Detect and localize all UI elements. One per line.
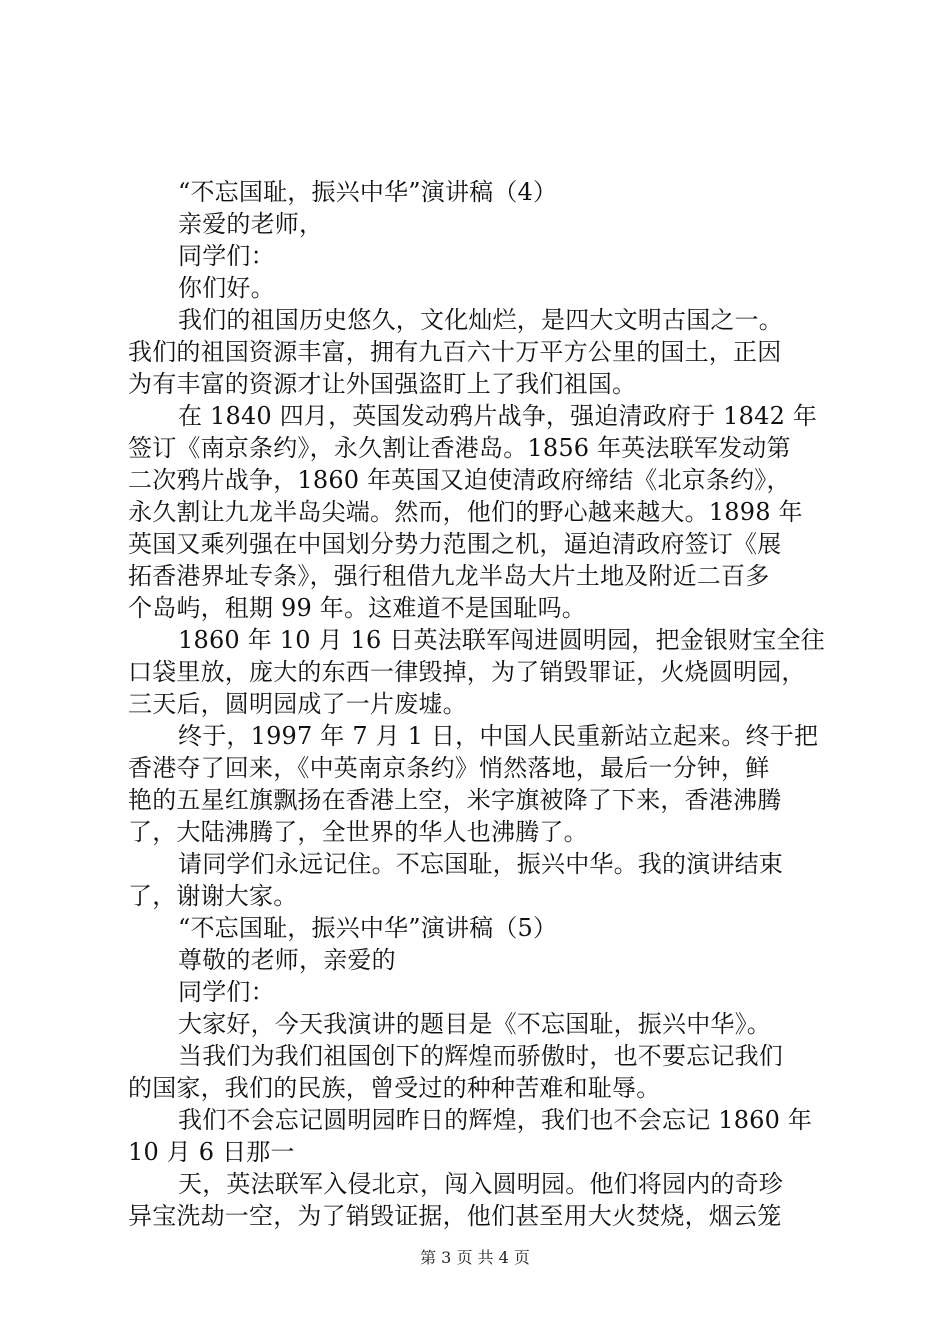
speech-title-4: “不忘国耻，振兴中华”演讲稿（4） (178, 178, 558, 206)
text-line: 终于，1997 年 7 月 1 日，中国人民重新站立起来。终于把 (178, 722, 819, 750)
text-line: 香港夺了回来，《中英南京条约》悄然落地，最后一分钟，鲜 (128, 754, 770, 782)
salutation-line: 同学们： (178, 242, 275, 270)
salutation-line: 亲爱的老师， (178, 210, 324, 238)
salutation-line: 同学们： (178, 978, 275, 1006)
text-line: 英国又乘列强在中国划分势力范围之机，逼迫清政府签订《展 (128, 530, 782, 558)
text-line: 异宝洗劫一空，为了销毁证据，他们甚至用大火焚烧，烟云笼 (128, 1202, 782, 1230)
text-line: 当我们为我们祖国创下的辉煌而骄傲时，也不要忘记我们 (178, 1042, 783, 1070)
text-line: 签订《南京条约》，永久割让香港岛。1856 年英法联军发动第 (128, 434, 791, 462)
page-footer: 第 3 页 共 4 页 (420, 1248, 530, 1267)
text-line: 我们不会忘记圆明园昨日的辉煌，我们也不会忘记 1860 年 (178, 1106, 813, 1134)
text-line: 口袋里放，庞大的东西一律毁掉，为了销毁罪证，火烧圆明园， (128, 658, 806, 686)
text-line: 在 1840 四月，英国发动鸦片战争，强迫清政府于 1842 年 (178, 402, 818, 430)
text-line: 我们的祖国历史悠久，文化灿烂，是四大文明古国之一。 (178, 306, 783, 334)
text-line: 艳的五星红旗飘扬在香港上空，米字旗被降了下来，香港沸腾 (128, 786, 782, 814)
speech-title-5: “不忘国耻，振兴中华”演讲稿（5） (178, 914, 558, 942)
text-line: 10 月 6 日那一 (128, 1138, 295, 1166)
text-line: 了，大陆沸腾了，全世界的华人也沸腾了。 (128, 818, 588, 846)
text-line: 我们的祖国资源丰富，拥有九百六十万平方公里的国土，正因 (128, 338, 782, 366)
text-line: 永久割让九龙半岛尖端。然而，他们的野心越来越大。1898 年 (128, 498, 803, 526)
text-line: 拓香港界址专条》，强行租借九龙半岛大片土地及附近二百多 (128, 562, 770, 590)
text-line: 三天后，圆明园成了一片废墟。 (128, 690, 467, 718)
text-line: 1860 年 10 月 16 日英法联军闯进圆明园，把金银财宝全往 (178, 626, 825, 654)
greeting-line: 大家好，今天我演讲的题目是《不忘国耻，振兴中华》。 (178, 1010, 771, 1038)
salutation-line: 尊敬的老师，亲爱的 (178, 946, 396, 974)
text-line: 请同学们永远记住。不忘国耻，振兴中华。我的演讲结束 (178, 850, 783, 878)
text-line: 天，英法联军入侵北京，闯入圆明园。他们将园内的奇珍 (178, 1170, 783, 1198)
text-line: 的国家，我们的民族，曾受过的种种苦难和耻辱。 (128, 1074, 661, 1102)
text-line: 个岛屿，租期 99 年。这难道不是国耻吗。 (128, 594, 586, 622)
text-line: 了，谢谢大家。 (128, 882, 298, 910)
greeting-line: 你们好。 (178, 274, 275, 302)
text-line: 二次鸦片战争，1860 年英国又迫使清政府缔结《北京条约》， (128, 466, 791, 494)
text-line: 为有丰富的资源才让外国强盗盯上了我们祖国。 (128, 370, 637, 398)
